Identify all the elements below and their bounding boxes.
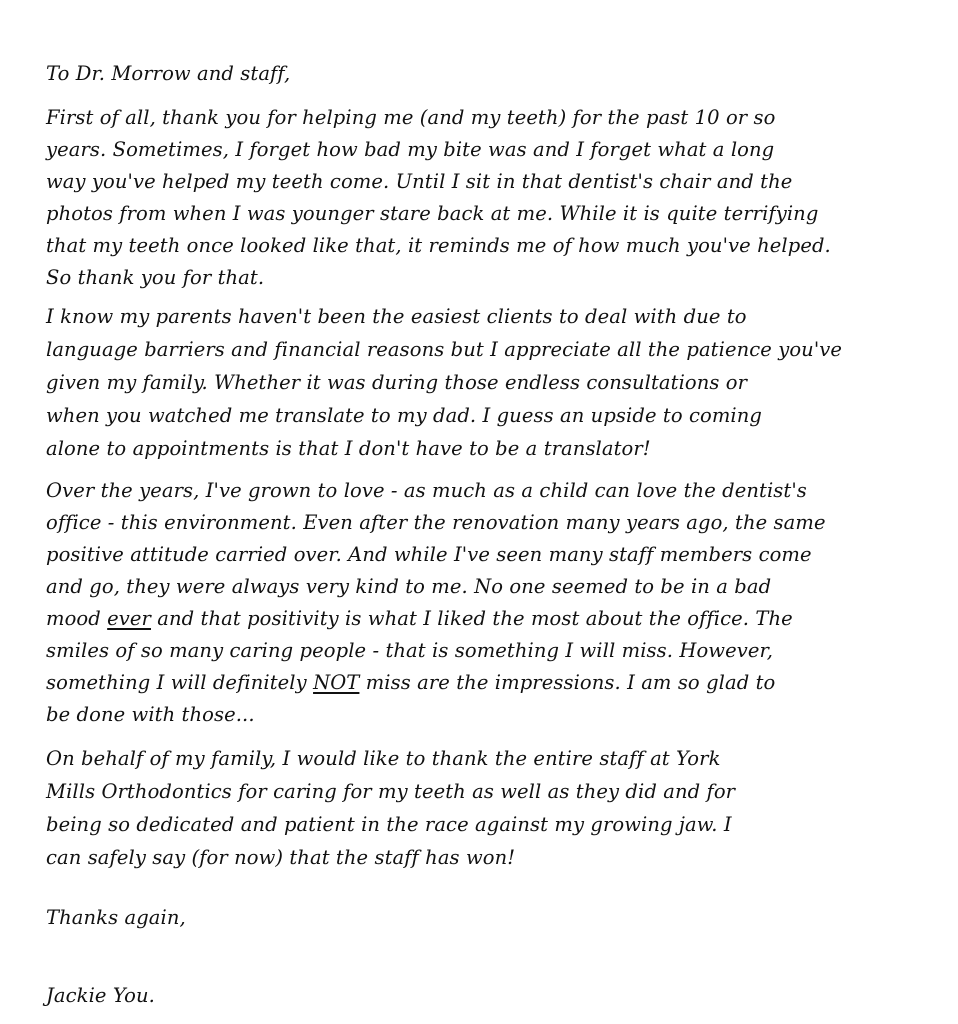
paragraph-4-line: Mills Orthodontics for caring for my teeth as well as they did and for	[46, 780, 736, 803]
paragraph-3-line: be done with those...	[46, 703, 255, 726]
paragraph-1-line: that my teeth once looked like that, it reminds me of how much you've helped.	[46, 234, 831, 257]
paragraph-4-line: On behalf of my family, I would like to thank the entire staff at York	[46, 747, 721, 770]
paragraph-2-line: I know my parents haven't been the easiest clients to deal with due to	[46, 305, 747, 328]
paragraph-2-line: alone to appointments is that I don't have to be a translator!	[46, 437, 651, 460]
underlined-word-ever: ever	[107, 607, 151, 630]
text-segment: mood	[46, 607, 108, 630]
paragraph-3-line: office - this environment. Even after the renovation many years ago, the same	[46, 511, 826, 534]
paragraph-1-line: photos from when I was younger stare back at me. While it is quite terrifying	[46, 202, 819, 225]
paragraph-2-line: when you watched me translate to my dad. I guess an upside to coming	[46, 404, 762, 427]
paragraph-1-line: years. Sometimes, I forget how bad my bite was and I forget what a long	[46, 138, 775, 161]
closing: Thanks again,	[46, 906, 186, 929]
paragraph-3-line	[46, 669, 775, 697]
paragraph-3-line	[46, 605, 793, 633]
text-segment: miss are the impressions. I am so glad to	[359, 671, 776, 694]
paragraph-3-line: Over the years, I've grown to love - as much as a child can love the dentist's	[46, 479, 807, 502]
paragraph-2-line: language barriers and financial reasons but I appreciate all the patience you've	[46, 338, 843, 361]
paragraph-3-line: positive attitude carried over. And while I've seen many staff members come	[46, 543, 812, 566]
paragraph-1-line: So thank you for that.	[46, 266, 265, 289]
paragraph-3-line: smiles of so many caring people - that is something I will miss. However,	[46, 639, 774, 662]
paragraph-2-line: given my family. Whether it was during those endless consultations or	[46, 371, 748, 394]
underlined-word-not: NOT	[313, 671, 360, 694]
paragraph-1-line: First of all, thank you for helping me (and my teeth) for the past 10 or so	[46, 106, 776, 129]
paragraph-4-line: being so dedicated and patient in the race against my growing jaw. I	[46, 813, 732, 836]
signature: Jackie You.	[46, 984, 155, 1007]
salutation: To Dr. Morrow and staff,	[46, 62, 291, 85]
text-segment: something I will definitely	[46, 671, 314, 694]
paragraph-1-line: way you've helped my teeth come. Until I sit in that dentist's chair and the	[46, 170, 793, 193]
paragraph-4-line: can safely say (for now) that the staff has won!	[46, 846, 516, 869]
text-segment: and that positivity is what I liked the most about the office. The	[150, 607, 793, 630]
paragraph-3-line: and go, they were always very kind to me. No one seemed to be in a bad	[46, 575, 772, 598]
